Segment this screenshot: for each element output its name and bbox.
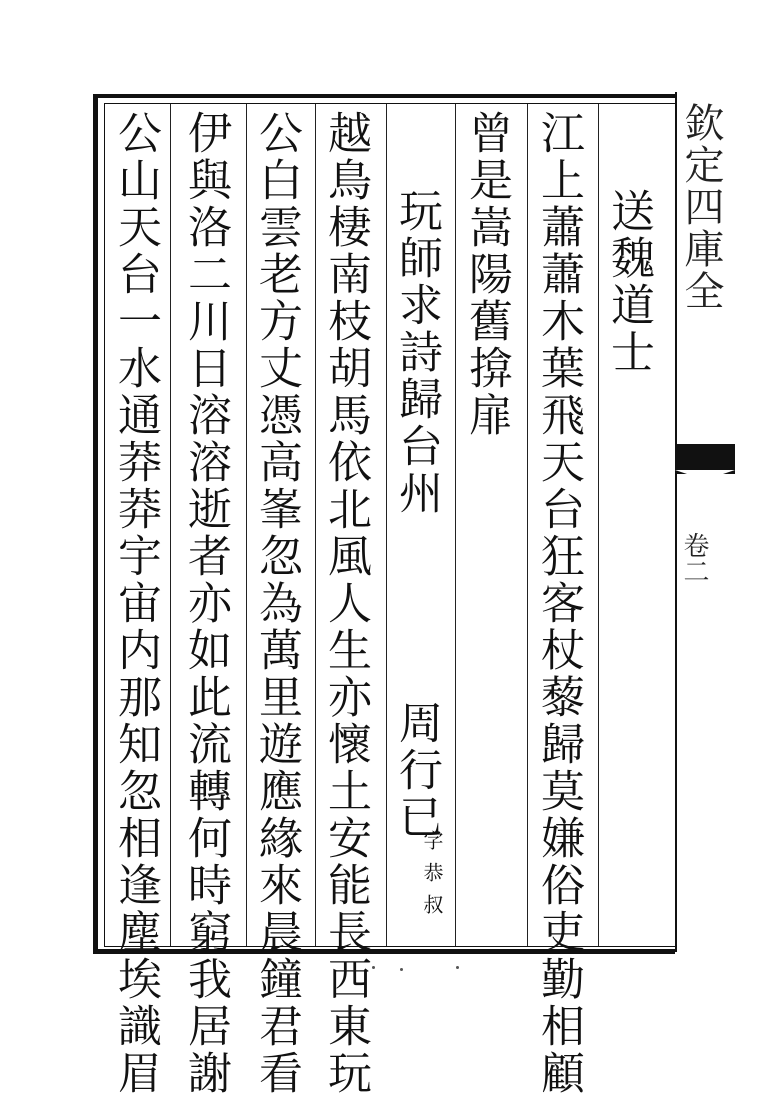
poem-title-column: 送魏道士 — [603, 188, 654, 376]
column-divider — [598, 104, 599, 946]
column-divider — [527, 104, 528, 946]
poem-text-column: 越鳥棲南枝胡馬依北風人生亦懷土安能長西東玩 — [320, 110, 371, 1097]
column-divider — [315, 104, 316, 946]
ink-speck — [456, 966, 459, 969]
author-courtesy-name: 字恭叔 — [420, 830, 444, 926]
edge-volume-label: 卷二 — [679, 532, 709, 584]
column-divider — [455, 104, 456, 946]
fishtail-notch — [675, 470, 735, 480]
ink-speck — [372, 966, 375, 969]
edge-border — [675, 92, 677, 952]
poem-text-column: 江上蕭蕭木葉飛天台狂客杖藜歸莫嫌俗吏勤相顧 — [533, 110, 584, 1097]
column-divider — [246, 104, 247, 946]
poem-text-column: 公白雲老方丈憑高峯忽為萬里遊應緣來晨鐘君看 — [251, 110, 302, 1097]
adjacent-page-edge — [675, 92, 735, 952]
column-divider — [386, 104, 387, 946]
author-name: 周行已 — [391, 700, 442, 841]
poem-text-column: 曾是嵩陽舊揜扉 — [461, 110, 512, 439]
column-divider — [170, 104, 171, 946]
poem-title-column: 玩師求詩歸台州 — [391, 188, 442, 517]
poem-text-column: 伊與洛二川日溶溶逝者亦如此流轉何時窮我居謝 — [180, 110, 231, 1097]
poem-text-column: 公山天台一水通莽莽宇宙内那知忽相逢塵埃識眉 — [110, 110, 161, 1097]
ink-speck — [400, 968, 403, 971]
edge-book-title: 欽定四庫全 — [678, 102, 724, 312]
